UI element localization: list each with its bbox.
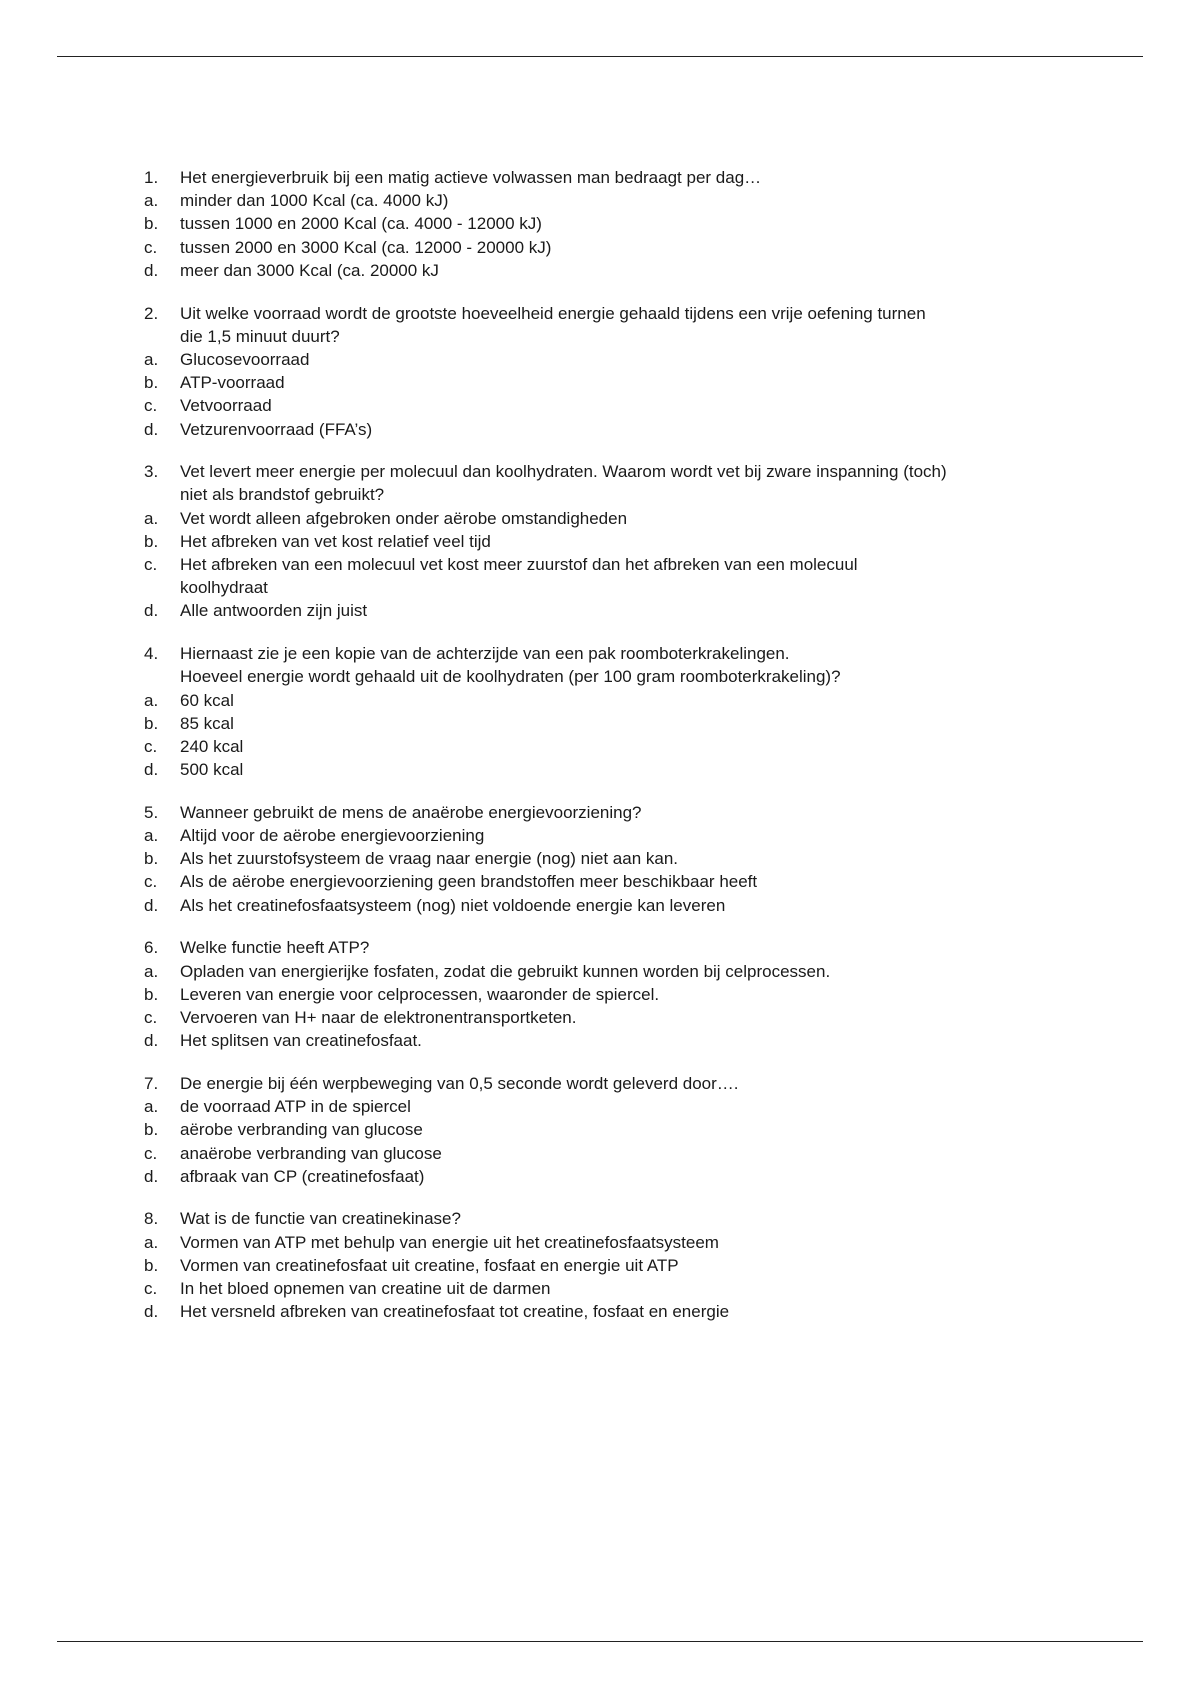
question-number: 4. bbox=[144, 644, 159, 664]
question-text: Vet levert meer energie per molecuul dan koolhydraten. Waarom wordt vet bij zware inspanning (toch) bbox=[180, 462, 947, 482]
question-7 bbox=[144, 1072, 1104, 1188]
option-letter: a. bbox=[144, 508, 159, 528]
answer-option bbox=[144, 894, 1104, 917]
option-text: meer dan 3000 Kcal (ca. 20000 kJ bbox=[180, 260, 439, 280]
option-letter: a. bbox=[144, 191, 159, 211]
answer-option bbox=[144, 1029, 1104, 1052]
question-list bbox=[144, 166, 1104, 1343]
answer-option bbox=[144, 983, 1104, 1006]
question-stem-line bbox=[144, 642, 1104, 665]
answer-option bbox=[144, 507, 1104, 530]
option-text: de voorraad ATP in de spiercel bbox=[180, 1097, 411, 1117]
option-letter: b. bbox=[144, 531, 159, 551]
option-letter: a. bbox=[144, 1232, 159, 1252]
question-stem-line bbox=[144, 460, 1104, 483]
option-letter: d. bbox=[144, 760, 159, 780]
option-letter: c. bbox=[144, 1143, 158, 1163]
option-text: Vet wordt alleen afgebroken onder aërobe omstandigheden bbox=[180, 508, 628, 528]
answer-option bbox=[144, 553, 1104, 576]
option-text: Alle antwoorden zijn juist bbox=[180, 601, 368, 621]
answer-option bbox=[144, 212, 1104, 235]
answer-option bbox=[144, 1231, 1104, 1254]
option-text: 240 kcal bbox=[180, 736, 244, 756]
answer-option bbox=[144, 418, 1104, 441]
answer-option bbox=[144, 1165, 1104, 1188]
option-text: Het afbreken van een molecuul vet kost meer zuurstof dan het afbreken van een molecuul bbox=[180, 555, 858, 575]
question-number: 5. bbox=[144, 802, 159, 822]
answer-option bbox=[144, 847, 1104, 870]
question-6 bbox=[144, 936, 1104, 1052]
option-text: Als het zuurstofsysteem de vraag naar energie (nog) niet aan kan. bbox=[180, 849, 679, 869]
option-letter: b. bbox=[144, 984, 159, 1004]
question-stem-line bbox=[144, 936, 1104, 959]
option-letter: d. bbox=[144, 419, 159, 439]
question-2 bbox=[144, 302, 1104, 441]
answer-option bbox=[144, 371, 1104, 394]
question-text: niet als brandstof gebruikt? bbox=[180, 485, 385, 505]
question-number: 2. bbox=[144, 303, 159, 323]
question-stem-line bbox=[144, 483, 1104, 506]
option-text: Het versneld afbreken van creatinefosfaat tot creatine, fosfaat en energie bbox=[180, 1302, 730, 1322]
question-stem-line bbox=[144, 166, 1104, 189]
option-text: Als het creatinefosfaatsysteem (nog) niet voldoende energie kan leveren bbox=[180, 895, 726, 915]
answer-option bbox=[144, 1254, 1104, 1277]
option-letter: b. bbox=[144, 1120, 159, 1140]
option-text: minder dan 1000 Kcal (ca. 4000 kJ) bbox=[180, 191, 449, 211]
option-text: 500 kcal bbox=[180, 760, 244, 780]
answer-option bbox=[144, 758, 1104, 781]
option-letter: c. bbox=[144, 1008, 158, 1027]
option-letter: d. bbox=[144, 1302, 159, 1322]
option-letter: c. bbox=[144, 1279, 158, 1299]
option-text: Leveren van energie voor celprocessen, waaronder de spiercel. bbox=[180, 984, 660, 1004]
answer-option bbox=[144, 824, 1104, 847]
option-text: 85 kcal bbox=[180, 713, 234, 733]
option-text: tussen 2000 en 3000 Kcal (ca. 12000 - 20000 kJ) bbox=[180, 237, 552, 257]
option-text: Glucosevoorraad bbox=[180, 349, 310, 369]
question-number: 3. bbox=[144, 462, 159, 482]
option-letter: c. bbox=[144, 396, 158, 416]
option-text: anaërobe verbranding van glucose bbox=[180, 1143, 442, 1163]
answer-option bbox=[144, 1300, 1104, 1323]
question-number: 6. bbox=[144, 938, 159, 958]
question-number: 1. bbox=[144, 168, 159, 187]
option-text: Vetvoorraad bbox=[180, 396, 272, 416]
question-text: die 1,5 minuut duurt? bbox=[180, 326, 340, 346]
option-letter: c. bbox=[144, 237, 158, 257]
answer-option bbox=[144, 394, 1104, 417]
question-text: Wat is de functie van creatinekinase? bbox=[180, 1209, 461, 1229]
option-letter: b. bbox=[144, 849, 159, 869]
question-text: De energie bij één werpbeweging van 0,5 seconde wordt geleverd door…. bbox=[180, 1073, 739, 1093]
answer-option bbox=[144, 1118, 1104, 1141]
question-stem-line bbox=[144, 1207, 1104, 1230]
question-number: 8. bbox=[144, 1209, 159, 1229]
option-letter: d. bbox=[144, 260, 159, 280]
option-letter: a. bbox=[144, 961, 159, 981]
question-text: Wanneer gebruikt de mens de anaërobe energievoorziening? bbox=[180, 802, 642, 822]
option-letter: d. bbox=[144, 895, 159, 915]
marker-spacer bbox=[144, 483, 180, 506]
option-text: Opladen van energierijke fosfaten, zodat die gebruikt kunnen worden bij celprocessen. bbox=[180, 961, 831, 981]
answer-option bbox=[144, 259, 1104, 282]
marker-spacer bbox=[144, 325, 180, 348]
question-4 bbox=[144, 642, 1104, 781]
option-letter: a. bbox=[144, 690, 159, 710]
option-letter: c. bbox=[144, 736, 158, 756]
option-text: ATP-voorraad bbox=[180, 373, 285, 393]
question-text: Hoeveel energie wordt gehaald uit de koolhydraten (per 100 gram roomboterkrakeling)? bbox=[180, 667, 841, 687]
answer-option bbox=[144, 348, 1104, 371]
question-stem-line bbox=[144, 325, 1104, 348]
option-text: Het afbreken van vet kost relatief veel tijd bbox=[180, 531, 491, 551]
option-letter: c. bbox=[144, 555, 158, 575]
answer-option bbox=[144, 712, 1104, 735]
question-1 bbox=[144, 166, 1104, 282]
option-text: Vetzurenvoorraad (FFA’s) bbox=[180, 419, 373, 439]
option-letter: d. bbox=[144, 1031, 159, 1051]
option-letter: a. bbox=[144, 1097, 159, 1117]
question-5 bbox=[144, 801, 1104, 917]
question-stem-line bbox=[144, 1072, 1104, 1095]
answer-option bbox=[144, 236, 1104, 259]
option-text: Het splitsen van creatinefosfaat. bbox=[180, 1031, 422, 1051]
answer-option bbox=[144, 1095, 1104, 1118]
answer-option bbox=[144, 1006, 1104, 1029]
option-text: koolhydraat bbox=[180, 578, 268, 598]
answer-option bbox=[144, 576, 1104, 599]
answer-option bbox=[144, 1277, 1104, 1300]
question-stem-line bbox=[144, 801, 1104, 824]
option-letter: a. bbox=[144, 826, 159, 846]
answer-option bbox=[144, 599, 1104, 622]
option-text: Vervoeren van H+ naar de elektronentransportketen. bbox=[180, 1008, 577, 1027]
option-text: Vormen van creatinefosfaat uit creatine, fosfaat en energie uit ATP bbox=[180, 1255, 679, 1275]
question-text: Hiernaast zie je een kopie van de achterzijde van een pak roomboterkrakelingen. bbox=[180, 644, 790, 664]
option-text: tussen 1000 en 2000 Kcal (ca. 4000 - 12000 kJ) bbox=[180, 214, 542, 234]
answer-option bbox=[144, 1142, 1104, 1165]
question-3 bbox=[144, 460, 1104, 622]
option-text: Als de aërobe energievoorziening geen brandstoffen meer beschikbaar heeft bbox=[180, 872, 758, 892]
footer-rule bbox=[57, 1641, 1143, 1642]
option-text: aërobe verbranding van glucose bbox=[180, 1120, 423, 1140]
option-letter: b. bbox=[144, 373, 159, 393]
option-text: afbraak van CP (creatinefosfaat) bbox=[180, 1166, 425, 1186]
question-text: Uit welke voorraad wordt de grootste hoeveelheid energie gehaald tijdens een vrije oefening turnen bbox=[180, 303, 926, 323]
question-text: Welke functie heeft ATP? bbox=[180, 938, 370, 958]
marker-spacer bbox=[144, 665, 180, 688]
option-letter: b. bbox=[144, 1255, 159, 1275]
answer-option bbox=[144, 189, 1104, 212]
marker-spacer bbox=[144, 576, 180, 599]
option-letter: b. bbox=[144, 214, 159, 234]
option-letter: b. bbox=[144, 713, 159, 733]
question-text: Het energieverbruik bij een matig actieve volwassen man bedraagt per dag… bbox=[180, 168, 762, 187]
option-text: In het bloed opnemen van creatine uit de darmen bbox=[180, 1279, 551, 1299]
answer-option bbox=[144, 960, 1104, 983]
answer-option bbox=[144, 689, 1104, 712]
answer-option bbox=[144, 530, 1104, 553]
answer-option bbox=[144, 870, 1104, 893]
option-text: Vormen van ATP met behulp van energie uit het creatinefosfaatsysteem bbox=[180, 1232, 719, 1252]
option-letter: d. bbox=[144, 1166, 159, 1186]
question-number: 7. bbox=[144, 1073, 159, 1093]
question-stem-line bbox=[144, 302, 1104, 325]
option-letter: c. bbox=[144, 872, 158, 892]
header-rule bbox=[57, 56, 1143, 57]
question-stem-line bbox=[144, 665, 1104, 688]
option-letter: d. bbox=[144, 601, 159, 621]
option-letter: a. bbox=[144, 349, 159, 369]
option-text: Altijd voor de aërobe energievoorziening bbox=[180, 826, 485, 846]
question-8 bbox=[144, 1207, 1104, 1323]
option-text: 60 kcal bbox=[180, 690, 234, 710]
answer-option bbox=[144, 735, 1104, 758]
